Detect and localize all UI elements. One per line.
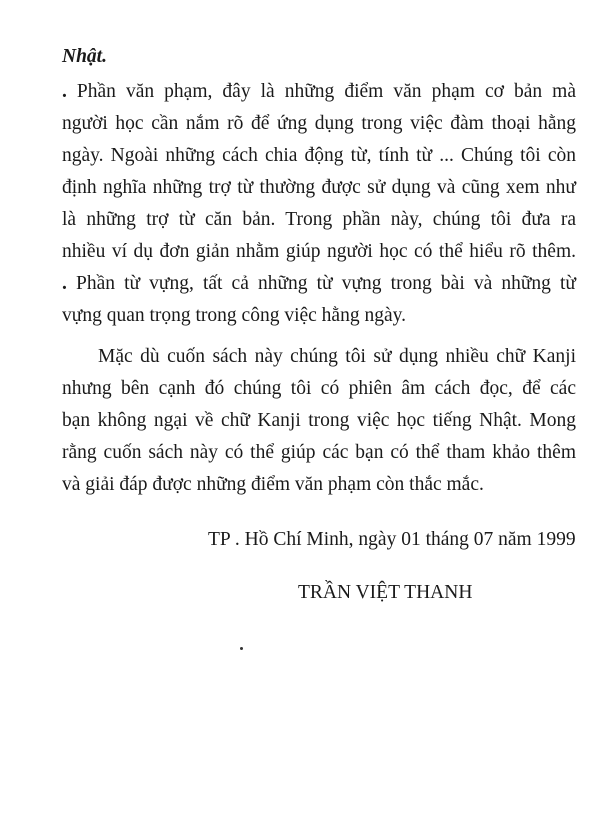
grammar-line-5: là những trợ từ căn bản. Trong phần này, chúng tôi đưa ra [62,209,576,230]
vocabulary-text-1: Phần từ vựng, tất cả những từ vựng trong bài và những từ [75,273,576,294]
vocabulary-line-1 [62,271,576,297]
grammar-line-3: ngày. Ngoài những cách chia động từ, tính từ ... Chúng tôi còn [62,145,576,166]
closing-line-4: rằng cuốn sách này có thể giúp các bạn có thể tham khảo thêm [62,442,576,463]
scan-speck [240,647,243,650]
grammar-line-4: định nghĩa những trợ từ thường được sử dụng và cũng xem như [62,177,576,198]
vocabulary-bullet: . [62,273,67,294]
signature-author: TRẦN VIỆT THANH [298,582,473,603]
signature-place-date: TP . Hồ Chí Minh, ngày 01 tháng 07 năm 1999 [208,529,576,550]
closing-line-5: và giải đáp được những điểm văn phạm còn thắc mắc. [62,474,484,495]
grammar-line-6: nhiều ví dụ đơn giản nhằm giúp người học có thể hiểu rõ thêm. [62,241,576,262]
heading-fragment: Nhật. [62,46,107,67]
vocabulary-line-2: vựng quan trọng trong công việc hằng ngày. [62,305,406,326]
grammar-line-1 [62,79,576,105]
closing-line-2: nhưng bên cạnh đó chúng tôi có phiên âm cách đọc, để các [62,378,576,399]
grammar-text-1: Phần văn phạm, đây là những điểm văn phạm cơ bản mà [76,81,576,102]
grammar-bullet: . [62,81,67,102]
closing-line-3: bạn không ngại về chữ Kanji trong việc học tiếng Nhật. Mong [62,410,576,431]
grammar-line-2: người học cần nắm rõ để ứng dụng trong việc đàm thoại hằng [62,113,576,134]
closing-line-1: Mặc dù cuốn sách này chúng tôi sử dụng nhiều chữ Kanji [98,346,576,367]
